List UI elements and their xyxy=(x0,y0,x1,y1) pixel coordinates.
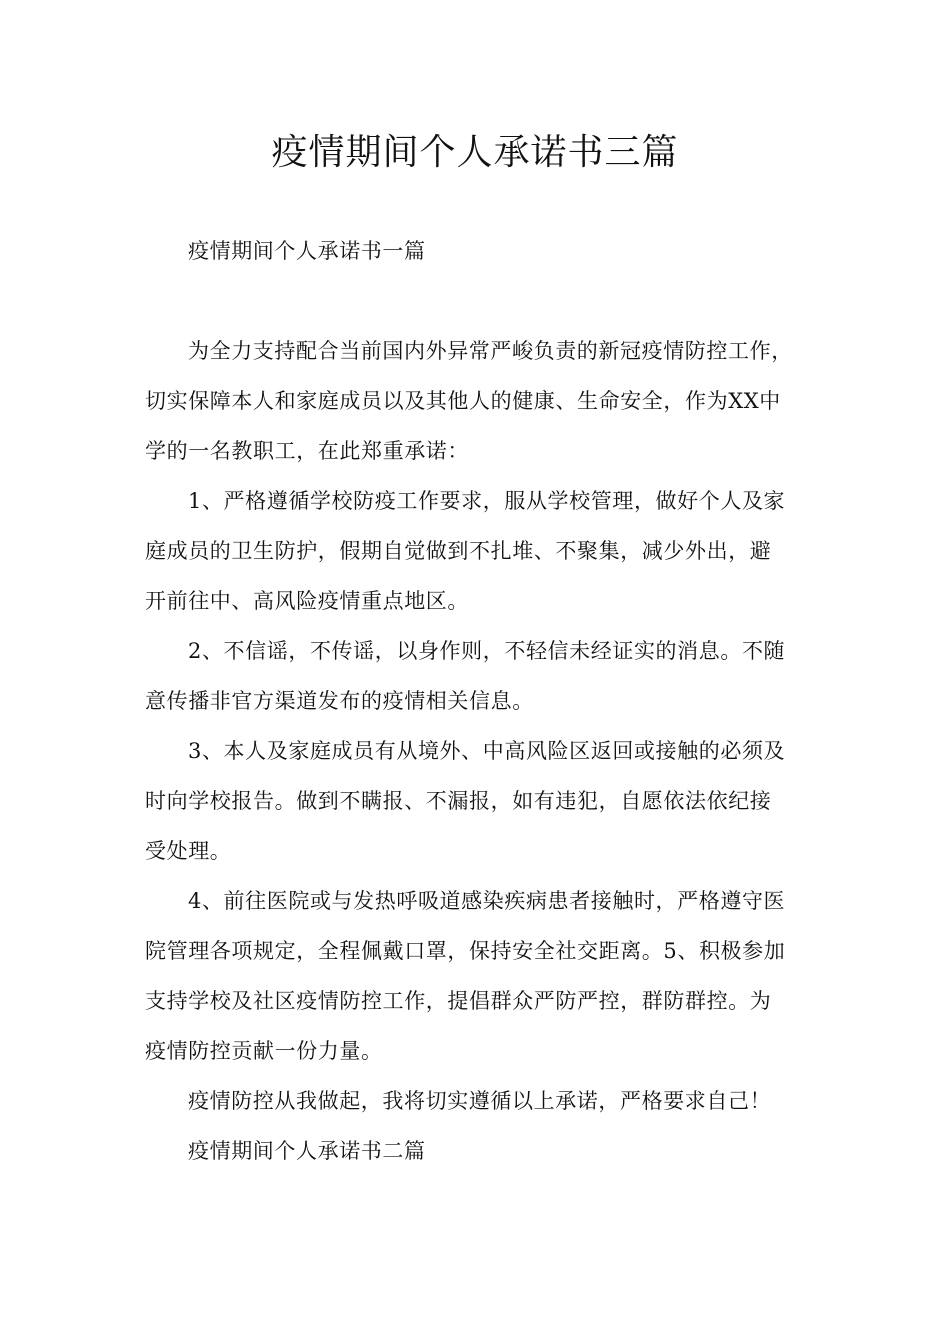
paragraph-line: 3、本人及家庭成员有从境外、中高风险区返回或接触的必须及 xyxy=(188,739,786,763)
paragraph-line: 院管理各项规定，全程佩戴口罩，保持安全社交距离。5、积极参加 xyxy=(145,939,786,963)
section-heading-two: 疫情期间个人承诺书二篇 xyxy=(188,1139,426,1163)
paragraph-line: 疫情防控贡献一份力量。 xyxy=(145,1039,383,1063)
paragraph-line: 为全力支持配合当前国内外异常严峻负责的新冠疫情防控工作， xyxy=(188,339,793,363)
paragraph-line: 意传播非官方渠道发布的疫情相关信息。 xyxy=(145,689,534,713)
paragraph-line: 4、前往医院或与发热呼吸道感染疾病患者接触时，严格遵守医 xyxy=(188,889,786,913)
paragraph-line: 受处理。 xyxy=(145,839,232,863)
paragraph-line: 学的一名教职工，在此郑重承诺： xyxy=(145,439,469,463)
paragraph-line: 庭成员的卫生防护，假期自觉做到不扎堆、不聚集，减少外出，避 xyxy=(145,539,772,563)
paragraph-line: 支持学校及社区疫情防控工作，提倡群众严防严控，群防群控。为 xyxy=(145,989,772,1013)
paragraph-line: 疫情防控从我做起，我将切实遵循以上承诺，严格要求自己！ xyxy=(188,1089,772,1113)
section-heading-one: 疫情期间个人承诺书一篇 xyxy=(188,239,426,263)
paragraph-line: 时向学校报告。做到不瞒报、不漏报，如有违犯，自愿依法依纪接 xyxy=(145,789,772,813)
paragraph-line: 1、严格遵循学校防疫工作要求，服从学校管理，做好个人及家 xyxy=(188,489,786,513)
document-title: 疫情期间个人承诺书三篇 xyxy=(271,132,679,173)
paragraph-line: 开前往中、高风险疫情重点地区。 xyxy=(145,589,469,613)
paragraph-line: 2、不信谣，不传谣，以身作则，不轻信未经证实的消息。不随 xyxy=(188,639,786,663)
paragraph-line: 切实保障本人和家庭成员以及其他人的健康、生命安全，作为XX中 xyxy=(145,389,781,413)
